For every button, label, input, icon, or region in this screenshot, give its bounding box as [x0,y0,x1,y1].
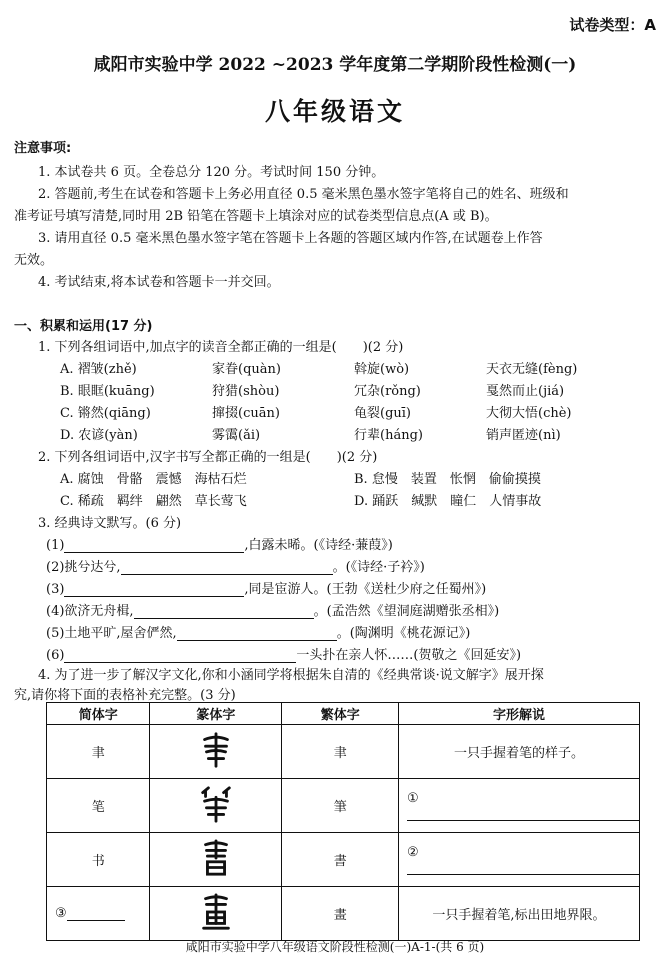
note-item: 4. 考试结束,将本试卷和答题卡一并交回。 [38,275,280,290]
paper-type-label: 试卷类型：A [569,16,656,34]
glyph-explanation: 一只手握着笔,标出田地界限。 [399,887,640,941]
item-number: (3) [46,582,65,597]
seal-glyph-shu-icon [197,839,235,877]
answer-blank[interactable] [64,648,296,663]
answer-blank[interactable] [134,604,314,619]
item-text: 土地平旷,屋舍俨然, [64,626,177,641]
note-item-continued: 准考证号填写清楚,同时用 2B 铅笔在答题卡上填涂对应的试卷类型信息点(A 或 B)。 [14,209,498,224]
recitation-item [46,534,393,553]
answer-blank[interactable] [407,860,639,875]
notes-heading: 注意事项: [14,141,72,156]
item-text: 一头扑在亲人怀……(贺敬之《回延安》) [296,648,522,663]
traditional-char: 聿 [282,725,399,779]
traditional-char: 筆 [282,779,399,833]
option-cell: 家眷(quàn) [212,362,281,377]
option-cell: 雾霭(ǎi) [212,428,261,443]
item-text: ,白露未晞。(《诗经·蒹葭》) [244,538,393,553]
item-text: ,同是宦游人。(王勃《送杜少府之任蜀州》) [244,582,487,597]
answer-blank[interactable] [177,626,337,641]
column-header-seal: 篆体字 [150,703,282,725]
table-header-row [47,703,640,725]
option-cell: 撺掇(cuān) [212,406,280,421]
section-heading: 一、积累和运用(17 分) [14,319,153,334]
simplified-char: 聿 [47,725,150,779]
seal-glyph-bi-icon [197,785,235,823]
page-footer: 咸阳市实验中学八年级语文阶段性检测(一)A-1-(共 6 页) [185,940,485,954]
simplified-char [47,887,150,941]
question-1-stem: 1. 下列各组词语中,加点字的读音全都正确的一组是( )(2 分) [38,340,404,355]
seal-script-glyph [150,887,282,941]
note-item: 1. 本试卷共 6 页。全卷总分 120 分。考试时间 150 分钟。 [38,165,385,180]
question-4-stem: 4. 为了进一步了解汉字文化,你和小涵同学将根据朱自清的《经典常谈·说文解字》展开探 [38,668,544,683]
option-cell: A. 褶皱(zhě) [60,362,137,377]
option-cell: B. 怠慢 装置 怅惘 偷偷摸摸 [354,472,541,487]
table-row [47,887,640,941]
option-cell: 斡旋(wò) [354,362,410,377]
table-row [47,725,640,779]
option-cell: C. 稀疏 羁绊 翩然 草长莺飞 [60,494,247,509]
seal-script-glyph [150,725,282,779]
item-number: (5) [46,626,65,641]
question-4-stem-continued: 究,请你将下面的表格补充完整。(3 分) [14,688,236,703]
answer-blank[interactable] [67,906,125,921]
seal-glyph-hua-icon [197,893,235,931]
option-cell: 大彻大悟(chè) [486,406,572,421]
answer-blank[interactable] [64,582,244,597]
table-row [47,833,640,887]
question-2-stem: 2. 下列各组词语中,汉字书写全都正确的一组是( )(2 分) [38,450,378,465]
exam-title: 咸阳市实验中学 2022 ~2023 学年度第二学期阶段性检测(一) [93,55,577,75]
option-cell: 狩猎(shòu) [212,384,280,399]
glyph-explanation [399,779,640,833]
seal-script-glyph [150,779,282,833]
option-cell: 销声匿迹(nì) [486,428,561,443]
recitation-item [46,556,425,575]
item-number: (2) [46,560,65,575]
option-cell: B. 眼眶(kuāng) [60,384,155,399]
item-number: (1) [46,538,65,553]
option-cell: 龟裂(guī) [354,406,411,421]
traditional-char: 畫 [282,887,399,941]
glyph-explanation [399,833,640,887]
option-cell: 天衣无缝(fèng) [486,362,578,377]
simplified-char: 书 [47,833,150,887]
recitation-item [46,622,470,641]
option-cell: 行辈(háng) [354,428,423,443]
answer-marker: ② [407,844,419,860]
answer-blank[interactable] [407,806,639,821]
item-number: (4) [46,604,65,619]
recitation-item [46,644,521,663]
recitation-item [46,578,486,597]
item-text: 。(陶渊明《桃花源记》) [336,626,471,641]
note-item: 2. 答题前,考生在试卷和答题卡上务必用直径 0.5 毫米黑色墨水签字笔将自己的姓名、班级和 [38,187,569,202]
character-table [46,702,640,941]
item-text: 欲济无舟楫, [64,604,134,619]
item-text: 。(孟浩然《望洞庭湖赠张丞相》) [313,604,500,619]
answer-blank[interactable] [64,538,244,553]
recitation-item [46,600,499,619]
option-cell: D. 农谚(yàn) [60,428,138,443]
seal-glyph-yu-icon [197,731,235,769]
seal-script-glyph [150,833,282,887]
note-item: 3. 请用直径 0.5 毫米黑色墨水签字笔在答题卡上各题的答题区域内作答,在试题卷上作答 [38,231,543,246]
item-text: 。(《诗经·子衿》) [332,560,425,575]
question-3-stem: 3. 经典诗文默写。(6 分) [38,516,182,531]
traditional-char: 書 [282,833,399,887]
option-cell: D. 踊跃 缄默 瞳仁 人情事故 [354,494,542,509]
answer-marker: ③ [55,906,67,921]
column-header-explanation: 字形解说 [399,703,640,725]
simplified-char: 笔 [47,779,150,833]
note-item-continued: 无效。 [14,253,54,268]
answer-blank[interactable] [121,560,333,575]
option-cell: 冗杂(rǒng) [354,384,421,399]
column-header-simplified: 简体字 [47,703,150,725]
table-row [47,779,640,833]
answer-marker: ① [407,790,419,806]
item-text: 挑兮达兮, [64,560,121,575]
subject-title: 八年级语文 [264,97,405,126]
option-cell: A. 腐蚀 骨骼 震憾 海枯石烂 [60,472,247,487]
glyph-explanation: 一只手握着笔的样子。 [399,725,640,779]
option-cell: 戛然而止(jiá) [486,384,565,399]
item-number: (6) [46,648,65,663]
option-cell: C. 锵然(qiāng) [60,406,151,421]
column-header-traditional: 繁体字 [282,703,399,725]
